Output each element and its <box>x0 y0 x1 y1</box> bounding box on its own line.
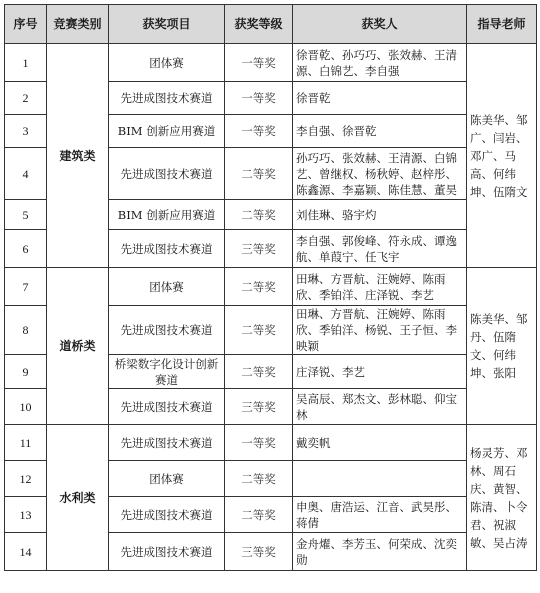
row-no: 14 <box>5 533 47 571</box>
winners-cell: 李自强、郭俊峰、符永成、谭逸航、单葭宁、任飞宇 <box>293 230 467 268</box>
project-cell: 先进成图技术赛道 <box>109 425 225 461</box>
project-cell: 先进成图技术赛道 <box>109 497 225 533</box>
category-cell: 水利类 <box>47 425 109 571</box>
winners-cell: 刘佳琳、骆宇灼 <box>293 200 467 230</box>
winners-cell: 庄泽锐、李艺 <box>293 355 467 389</box>
row-no: 12 <box>5 461 47 497</box>
project-cell: 团体赛 <box>109 268 225 306</box>
level-cell: 二等奖 <box>225 148 293 200</box>
level-cell: 三等奖 <box>225 230 293 268</box>
winners-cell: 徐晋乾 <box>293 82 467 115</box>
project-cell: 先进成图技术赛道 <box>109 306 225 355</box>
level-cell: 一等奖 <box>225 115 293 148</box>
header-winners: 获奖人 <box>293 5 467 44</box>
project-cell: 先进成图技术赛道 <box>109 230 225 268</box>
winners-cell: 金舟燿、李芳玉、何荣成、沈奕勋 <box>293 533 467 571</box>
row-no: 9 <box>5 355 47 389</box>
winners-cell: 戴奕帆 <box>293 425 467 461</box>
winners-cell <box>293 461 467 497</box>
header-level: 获奖等级 <box>225 5 293 44</box>
category-cell: 道桥类 <box>47 268 109 425</box>
row-no: 4 <box>5 148 47 200</box>
table-row <box>5 268 537 306</box>
level-cell: 二等奖 <box>225 497 293 533</box>
row-no: 2 <box>5 82 47 115</box>
header-no: 序号 <box>5 5 47 44</box>
level-cell: 二等奖 <box>225 200 293 230</box>
table-row <box>5 425 537 461</box>
header-row <box>5 5 537 44</box>
project-cell: 先进成图技术赛道 <box>109 82 225 115</box>
level-cell: 一等奖 <box>225 425 293 461</box>
awards-table <box>4 4 537 571</box>
winners-cell: 吴高辰、郑杰文、彭林聪、仰宝林 <box>293 389 467 425</box>
project-cell: BIM 创新应用赛道 <box>109 115 225 148</box>
row-no: 5 <box>5 200 47 230</box>
level-cell: 二等奖 <box>225 461 293 497</box>
row-no: 13 <box>5 497 47 533</box>
winners-cell: 李自强、徐晋乾 <box>293 115 467 148</box>
category-cell: 建筑类 <box>47 44 109 268</box>
level-cell: 一等奖 <box>225 44 293 82</box>
teacher-cell: 陈美华、邹广、闫岩、邓广、马高、何纬坤、伍隋文 <box>467 44 537 268</box>
project-cell: 先进成图技术赛道 <box>109 533 225 571</box>
winners-cell: 田琳、方晋航、汪婉婷、陈雨欣、季铂洋、庄泽锐、李艺 <box>293 268 467 306</box>
teacher-cell: 杨灵芳、邓林、周石庆、黄智、陈清、卜令君、祝淑敏、吴占涛 <box>467 425 537 571</box>
project-cell: BIM 创新应用赛道 <box>109 200 225 230</box>
level-cell: 三等奖 <box>225 389 293 425</box>
row-no: 3 <box>5 115 47 148</box>
row-no: 11 <box>5 425 47 461</box>
header-category: 竞赛类别 <box>47 5 109 44</box>
level-cell: 二等奖 <box>225 268 293 306</box>
row-no: 6 <box>5 230 47 268</box>
row-no: 8 <box>5 306 47 355</box>
teacher-cell: 陈美华、邹丹、伍隋文、何纬坤、张阳 <box>467 268 537 425</box>
row-no: 1 <box>5 44 47 82</box>
project-cell: 先进成图技术赛道 <box>109 389 225 425</box>
row-no: 7 <box>5 268 47 306</box>
project-cell: 团体赛 <box>109 461 225 497</box>
winners-cell: 田琳、方晋航、汪婉婷、陈雨欣、季铂洋、杨锐、王子恒、李映颖 <box>293 306 467 355</box>
header-project: 获奖项目 <box>109 5 225 44</box>
table-row <box>5 44 537 82</box>
row-no: 10 <box>5 389 47 425</box>
winners-cell: 孙巧巧、张效赫、王清源、白锦艺、曾继权、杨秋婷、赵梓彤、陈鑫源、李嘉颖、陈佳慧、董昊 <box>293 148 467 200</box>
project-cell: 先进成图技术赛道 <box>109 148 225 200</box>
level-cell: 一等奖 <box>225 82 293 115</box>
level-cell: 三等奖 <box>225 533 293 571</box>
winners-cell: 申奥、唐浩运、江音、武昊彤、蒋倩 <box>293 497 467 533</box>
header-teacher: 指导老师 <box>467 5 537 44</box>
project-cell: 团体赛 <box>109 44 225 82</box>
level-cell: 二等奖 <box>225 306 293 355</box>
winners-cell: 徐晋乾、孙巧巧、张效赫、王清源、白锦艺、李自强 <box>293 44 467 82</box>
project-cell: 桥梁数字化设计创新赛道 <box>109 355 225 389</box>
level-cell: 二等奖 <box>225 355 293 389</box>
